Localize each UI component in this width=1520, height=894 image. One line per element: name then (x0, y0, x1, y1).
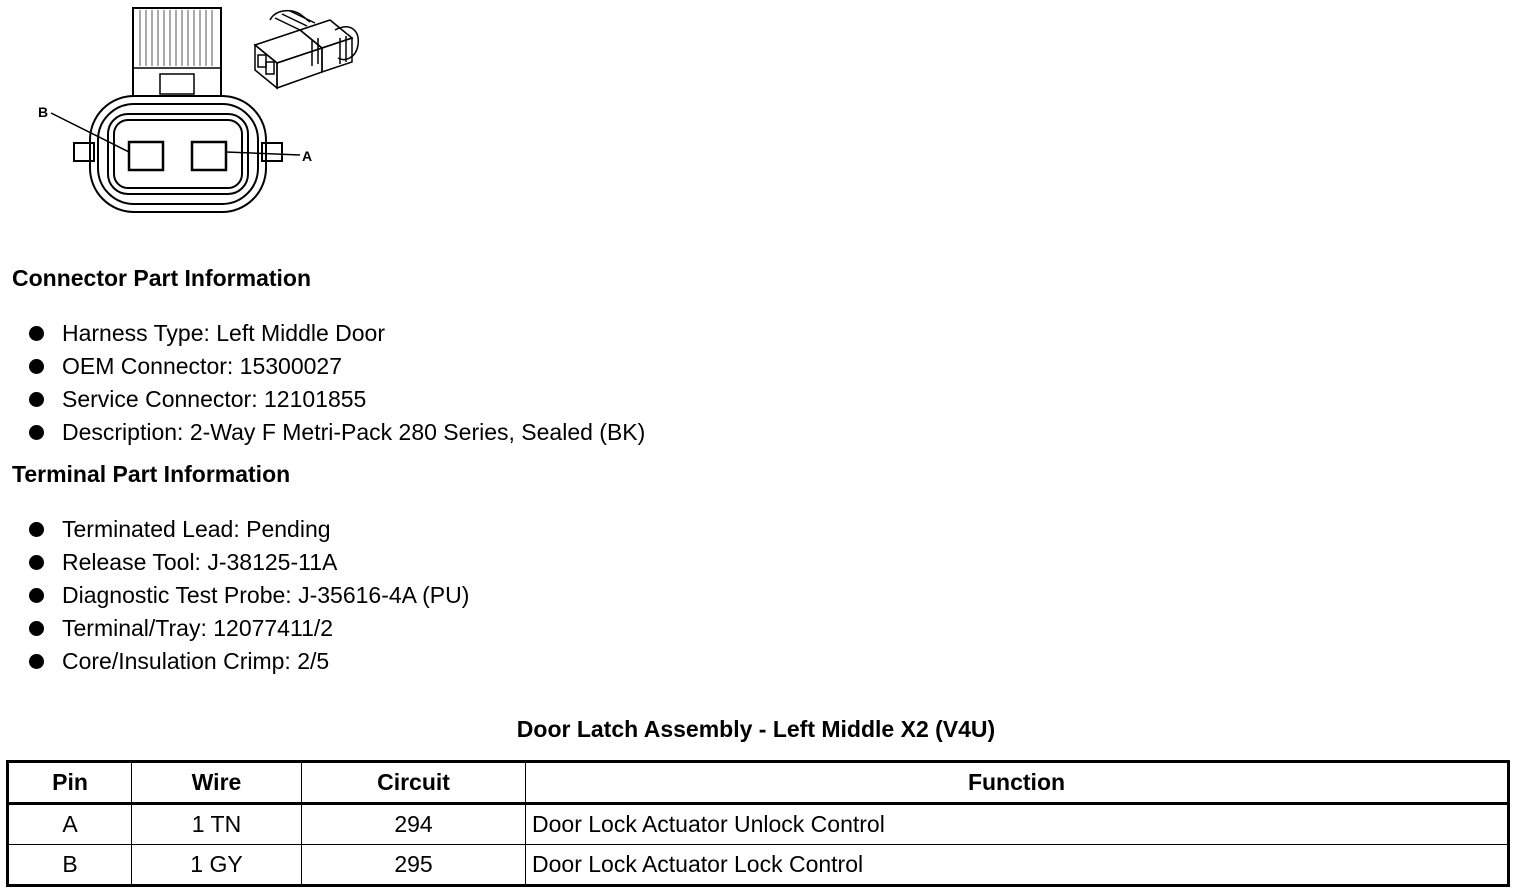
bullet-icon (29, 326, 44, 341)
list-item-text: Harness Type: Left Middle Door (62, 320, 386, 346)
list-item (0, 513, 469, 546)
cell-circuit: 295 (302, 845, 526, 886)
bullet-icon (29, 588, 44, 603)
bullet-icon (29, 654, 44, 669)
pin-table (6, 760, 1510, 887)
header-circuit: Circuit (302, 762, 526, 804)
list-item-text: Terminated Lead: Pending (62, 516, 331, 542)
terminal-info-list (0, 513, 469, 678)
bullet-icon (29, 359, 44, 374)
pin-label-a: A (302, 148, 313, 164)
cell-pin: B (8, 845, 132, 886)
header-function: Function (526, 762, 1509, 804)
connector-diagram (0, 0, 380, 225)
table-title: Door Latch Assembly - Left Middle X2 (V4U) (516, 716, 996, 742)
bullet-icon (29, 425, 44, 440)
list-item (0, 546, 469, 579)
bullet-icon (29, 621, 44, 636)
cell-function: Door Lock Actuator Lock Control (526, 845, 1509, 886)
connector-info-list (0, 317, 645, 449)
cell-pin: A (8, 804, 132, 845)
cell-circuit: 294 (302, 804, 526, 845)
bullet-icon (29, 522, 44, 537)
terminal-section-heading: Terminal Part Information (12, 461, 291, 487)
list-item-text: Diagnostic Test Probe: J-35616-4A (PU) (62, 582, 470, 608)
list-item (0, 350, 645, 383)
cell-wire: 1 GY (132, 845, 302, 886)
list-item (0, 579, 469, 612)
connector-iso-view (255, 11, 358, 88)
list-item (0, 645, 469, 678)
list-item (0, 416, 645, 449)
header-wire: Wire (132, 762, 302, 804)
list-item (0, 612, 469, 645)
header-pin: Pin (8, 762, 132, 804)
list-item (0, 383, 645, 416)
list-item-text: Release Tool: J-38125-11A (62, 549, 338, 575)
connector-section-heading: Connector Part Information (12, 265, 312, 291)
bullet-icon (29, 392, 44, 407)
list-item-text: Core/Insulation Crimp: 2/5 (62, 648, 330, 674)
pin-label-b: B (38, 104, 49, 120)
table-row (8, 804, 1509, 845)
list-item-text: Service Connector: 12101855 (62, 386, 367, 412)
cell-function: Door Lock Actuator Unlock Control (526, 804, 1509, 845)
bullet-icon (29, 555, 44, 570)
cell-wire: 1 TN (132, 804, 302, 845)
table-row (8, 845, 1509, 886)
table-header-row (8, 762, 1509, 804)
list-item-text: Description: 2-Way F Metri-Pack 280 Series, Sealed (BK) (62, 419, 646, 445)
list-item (0, 317, 645, 350)
cavity-a (192, 142, 226, 170)
list-item-text: OEM Connector: 15300027 (62, 353, 343, 379)
cavity-b (129, 142, 163, 170)
list-item-text: Terminal/Tray: 12077411/2 (62, 615, 334, 641)
